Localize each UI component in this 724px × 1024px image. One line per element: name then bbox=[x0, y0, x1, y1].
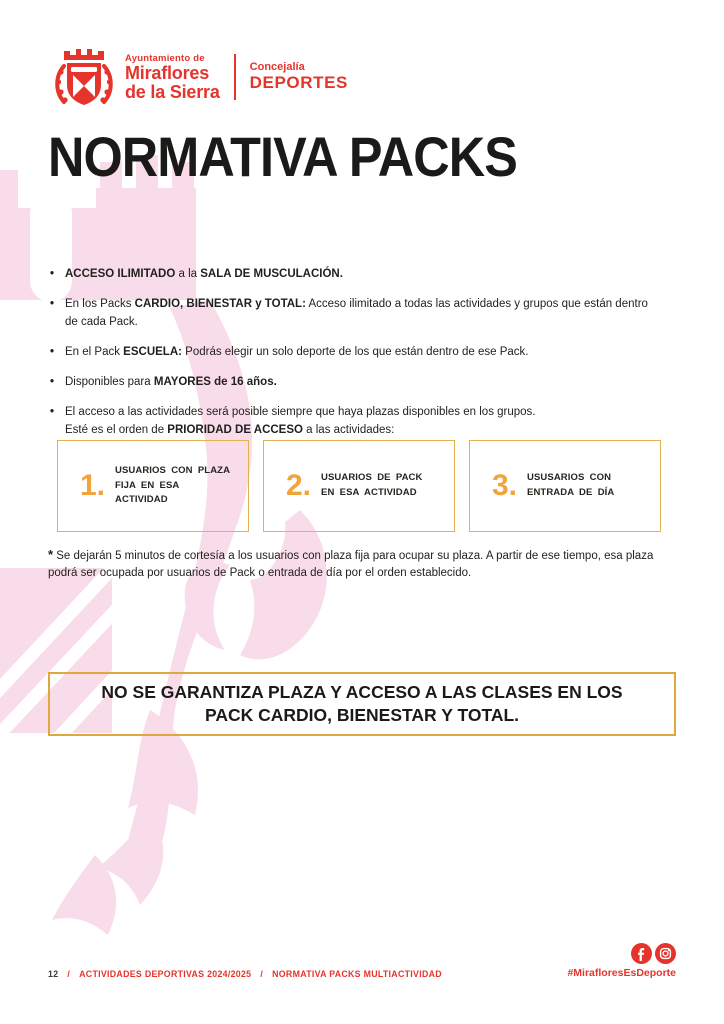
breadcrumb-separator: / bbox=[67, 969, 71, 979]
dept-line-name: DEPORTES bbox=[249, 73, 348, 92]
department-block bbox=[250, 61, 348, 93]
priority-boxes-row bbox=[57, 440, 661, 532]
breadcrumb-season: ACTIVIDADES DEPORTIVAS 2024/2025 bbox=[79, 969, 252, 979]
priority-number: 1. bbox=[80, 469, 106, 502]
priority-box-3 bbox=[469, 440, 661, 532]
rule-line1: • El acceso a las actividades será posible siempre que haya plazas disponibles en los grupos. bbox=[65, 406, 536, 419]
rules-list bbox=[50, 266, 654, 452]
campaign-hashtag: #MirafloresEsDeporte bbox=[567, 967, 676, 979]
footer-breadcrumb bbox=[48, 969, 442, 979]
rule-item-age: • Disponibles para MAYORES de 16 años. bbox=[50, 374, 654, 391]
dept-line-small: Concejalía bbox=[249, 61, 305, 73]
instagram-icon bbox=[655, 943, 676, 964]
facebook-icon bbox=[631, 943, 652, 964]
breadcrumb-section: NORMATIVA PACKS MULTIACTIVIDAD bbox=[272, 969, 442, 979]
rule-text: ACCESO ILIMITADO bbox=[65, 268, 176, 280]
priority-label: USUSARIOS CON ENTRADA DE DÍA bbox=[527, 472, 615, 498]
banner-line2: PACK CARDIO, BIENESTAR Y TOTAL. bbox=[204, 704, 520, 725]
priority-number: 2. bbox=[286, 469, 312, 502]
asterisk: * bbox=[48, 547, 54, 562]
rule-item-access: • ACCESO ILIMITADO a la SALA DE MUSCULACIÓN. bbox=[50, 266, 654, 283]
banner-line1: NO SE GARANTIZA PLAZA Y ACCESO A LAS CLASES EN LOS bbox=[101, 682, 623, 702]
rule-item-packs: • En los Packs CARDIO, BIENESTAR y TOTAL: Acceso ilimitado a todas las actividades y grupos que están dentro de cada Pack. bbox=[50, 296, 654, 331]
priority-box-2 bbox=[263, 440, 455, 532]
priority-box-1 bbox=[57, 440, 249, 532]
page-number: 12 bbox=[48, 969, 59, 979]
rule-item-escuela: • En el Pack ESCUELA: Podrás elegir un solo deporte de los que están dentro de ese Pack. bbox=[50, 344, 654, 361]
header bbox=[55, 44, 348, 110]
town-crest-icon bbox=[55, 44, 113, 110]
page-title: NORMATIVA PACKS bbox=[48, 125, 518, 188]
rule-line2: Esté es el orden de PRIORIDAD DE ACCESO a las actividades: bbox=[65, 423, 395, 436]
warning-banner bbox=[48, 672, 676, 736]
priority-label: USUARIOS CON PLAZA FIJA EN ESA ACTIVIDAD bbox=[115, 464, 230, 506]
town-name-block bbox=[125, 53, 220, 102]
logo-divider bbox=[234, 54, 236, 100]
org-line-name: Miraflores bbox=[125, 62, 210, 83]
rule-item-priority bbox=[50, 404, 654, 439]
org-line-name2: de la Sierra bbox=[125, 81, 220, 102]
breadcrumb-separator: / bbox=[260, 969, 264, 979]
note-text: Se dejarán 5 minutos de cortesía a los usuarios con plaza fija para ocupar su plaza. A partir de ese tiempo, esa plaza podrá ser ocupada por usuarios de Pack o entrada de día por el orden establecido. bbox=[48, 550, 654, 580]
priority-number: 3. bbox=[492, 469, 518, 502]
courtesy-note bbox=[48, 545, 662, 583]
org-line-small: Ayuntamiento de bbox=[125, 52, 205, 64]
social-icons-row bbox=[567, 943, 676, 964]
footer-social bbox=[567, 943, 676, 979]
priority-label: USUARIOS DE PACK EN ESA ACTIVIDAD bbox=[321, 472, 423, 498]
